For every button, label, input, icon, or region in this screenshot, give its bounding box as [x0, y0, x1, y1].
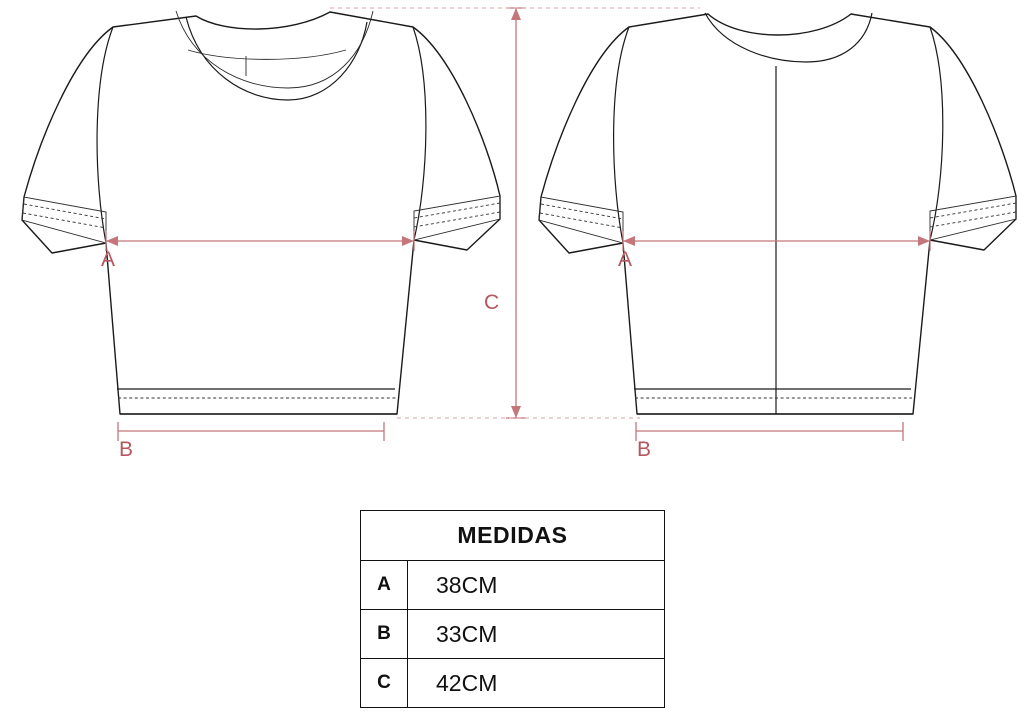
label-c-length: C [484, 291, 500, 314]
front-view [22, 11, 500, 414]
table-row-value: 33CM [408, 610, 665, 659]
table-row-value: 42CM [408, 659, 665, 708]
table-row [361, 610, 665, 659]
back-view [539, 13, 1016, 414]
table-title-row [361, 511, 665, 561]
table-title: MEDIDAS [361, 511, 665, 561]
table-row-value: 38CM [408, 561, 665, 610]
table-row-key: B [361, 610, 408, 659]
label-b-front: B [119, 438, 134, 461]
label-b-back: B [637, 438, 652, 461]
label-a-front: A [101, 248, 116, 271]
table-row-key: C [361, 659, 408, 708]
measurements-table [360, 510, 665, 708]
label-a-back: A [618, 248, 633, 271]
front-body-outline [22, 12, 500, 414]
back-body-outline [539, 14, 1016, 414]
measure-arrow-c-top [511, 8, 521, 20]
table-row [361, 659, 665, 708]
measure-arrow-c-bottom [511, 406, 521, 418]
table-row-key: A [361, 561, 408, 610]
table-row [361, 561, 665, 610]
